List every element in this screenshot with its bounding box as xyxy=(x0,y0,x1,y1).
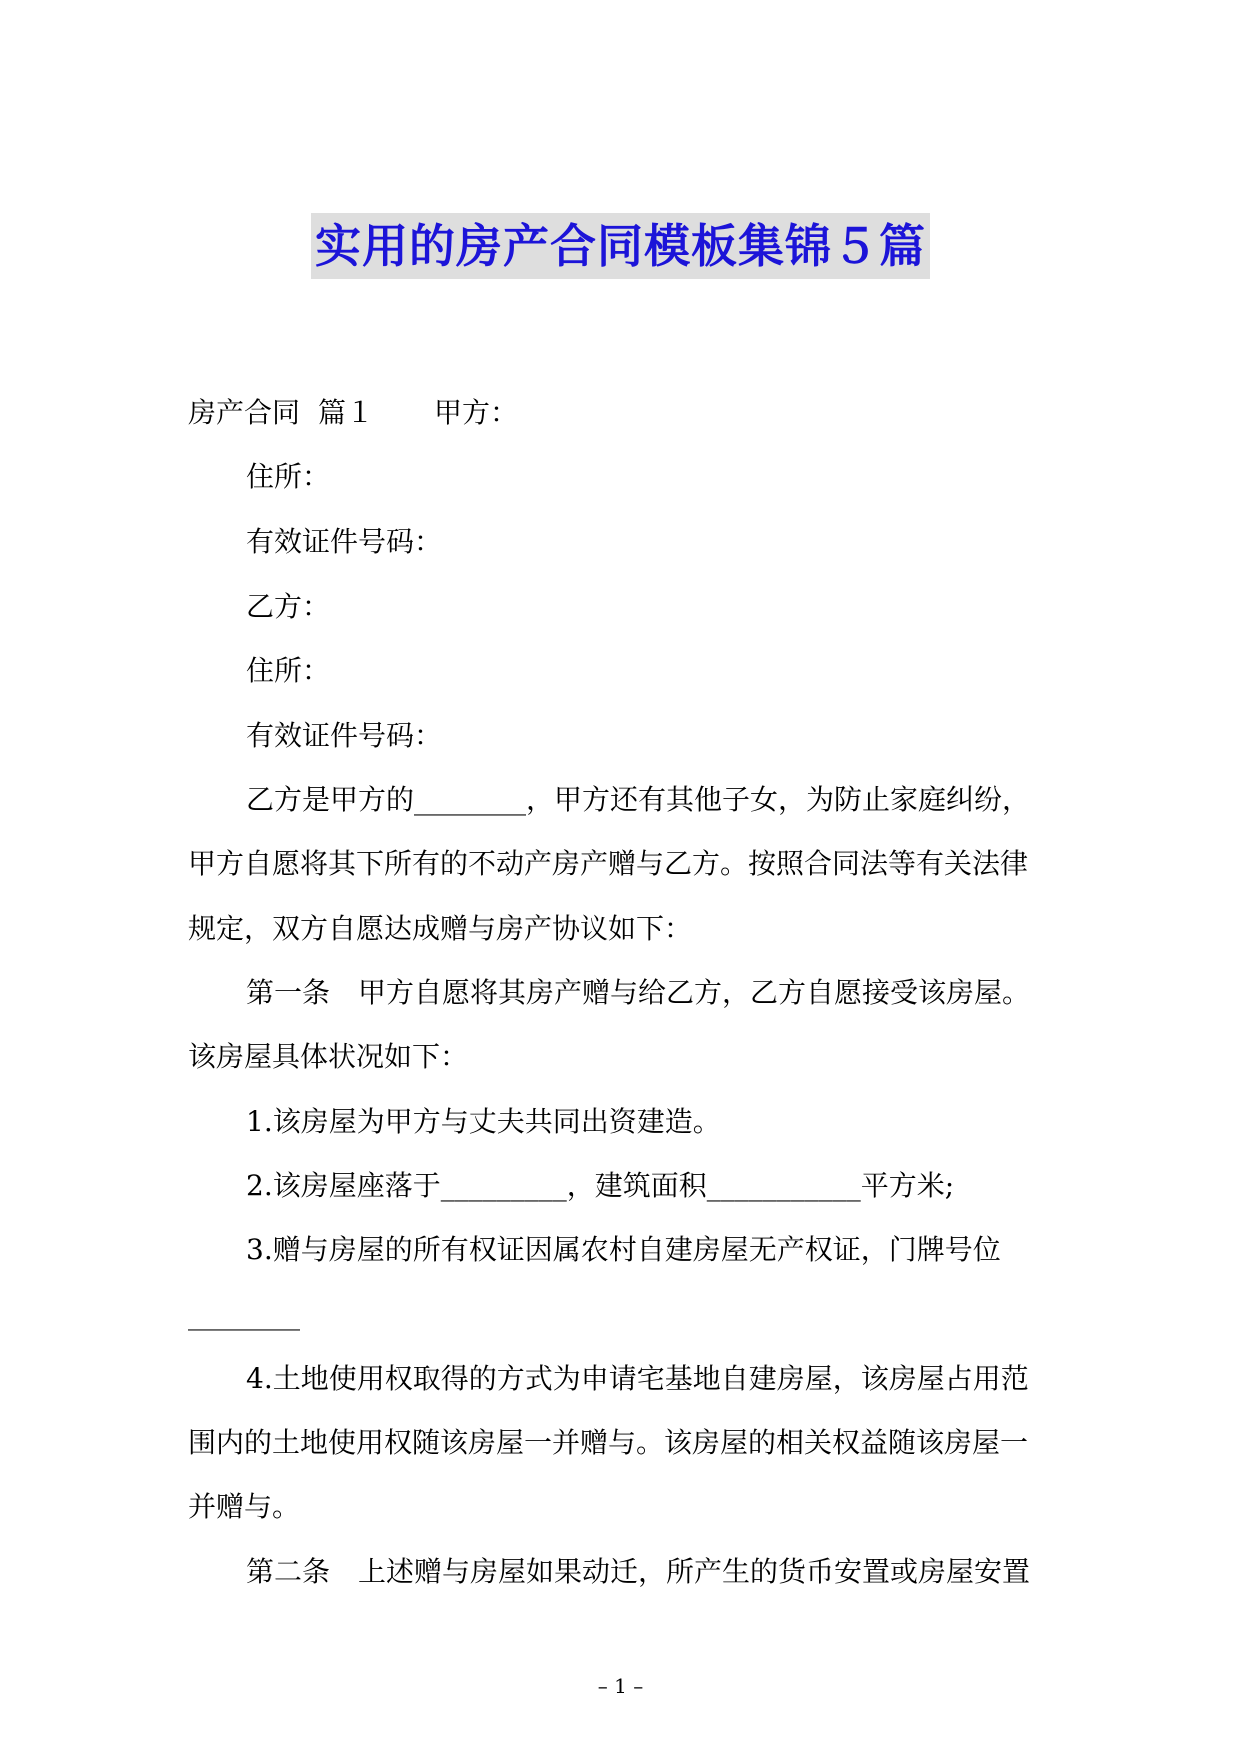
document-title: 实用的房产合同模板集锦５篇 xyxy=(311,213,930,279)
paragraph-line: 住所： xyxy=(246,460,331,493)
paragraph-line: 2.该房屋座落于_________，建筑面积___________平方米; xyxy=(246,1169,955,1202)
heading-party-a: 甲方： xyxy=(434,396,519,429)
paragraph-line: 规定，双方自愿达成赠与房产协议如下： xyxy=(188,912,693,945)
paragraph-line: 甲方自愿将其下所有的不动产房产赠与乙方。按照合同法等有关法律 xyxy=(188,847,1029,880)
paragraph-line: 4.土地使用权取得的方式为申请宅基地自建房屋，该房屋占用范 xyxy=(246,1362,1029,1395)
paragraph-line: 乙方是甲方的________，甲方还有其他子女，为防止家庭纠纷， xyxy=(246,783,1031,816)
heading-number: 篇１ xyxy=(318,396,375,429)
paragraph-line: ________ xyxy=(188,1298,300,1331)
paragraph-line: 3.赠与房屋的所有权证因属农村自建房屋无产权证，门牌号位 xyxy=(246,1233,1001,1266)
paragraph-line: 有效证件号码： xyxy=(246,719,443,752)
paragraph-line: 该房屋具体状况如下： xyxy=(188,1040,469,1073)
title-container xyxy=(0,213,1241,279)
paragraph-line: 住所： xyxy=(246,654,331,687)
paragraph-line: 1.该房屋为甲方与丈夫共同出资建造。 xyxy=(246,1105,721,1138)
paragraph-line: 第一条 甲方自愿将其房产赠与给乙方，乙方自愿接受该房屋。 xyxy=(246,976,1031,1009)
paragraph-line: 乙方： xyxy=(246,590,331,623)
page-number: – 1 – xyxy=(597,1674,644,1698)
section-heading xyxy=(188,393,518,433)
heading-label: 房产合同 xyxy=(188,396,301,429)
paragraph-line: 围内的土地使用权随该房屋一并赠与。该房屋的相关权益随该房屋一 xyxy=(188,1426,1029,1459)
paragraph-line: 有效证件号码： xyxy=(246,525,443,558)
paragraph-line: 并赠与。 xyxy=(188,1490,301,1523)
paragraph-line: 第二条 上述赠与房屋如果动迁，所产生的货币安置或房屋安置 xyxy=(246,1555,1031,1588)
